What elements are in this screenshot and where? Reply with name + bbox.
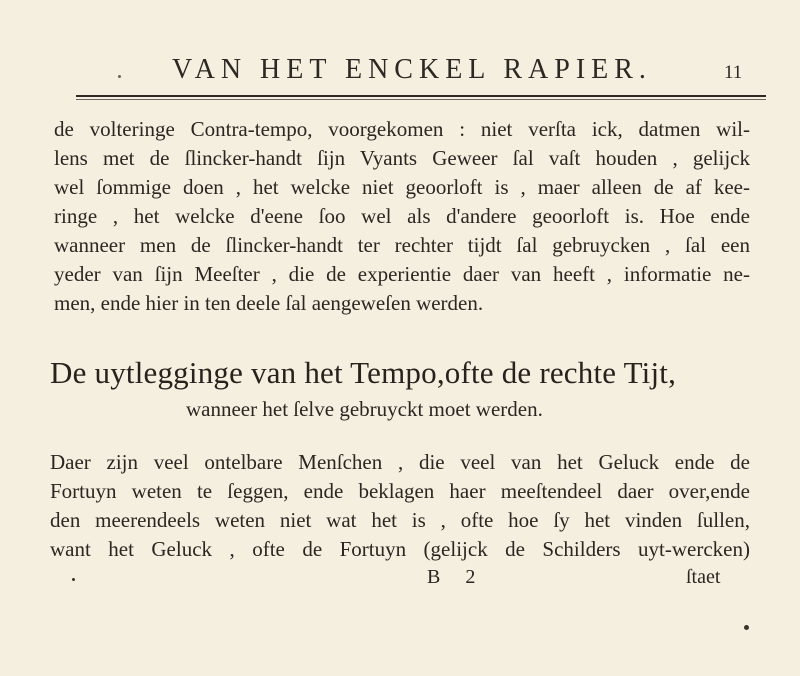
paragraph-1 [54,115,750,318]
text-line: lens met de ſlincker-handt ſijn Vyants Geweer ſal vaſt houden , gelijck [54,146,750,170]
signature-mark: B 2 [427,566,486,588]
text-line: men, ende hier in ten deele ſal aengeweſen werden. [54,291,484,315]
ink-speck [744,625,749,630]
ink-speck [118,75,121,78]
text-line: wel ſommige doen , het welcke niet geoorloft is , maer alleen de af kee- [54,175,750,199]
text-line: Daer zijn veel ontelbare Menſchen , die veel van het Geluck ende de [50,450,750,474]
header-rule [76,95,766,97]
text-line: Fortuyn weten te ſeggen, ende beklagen haer meeſtendeel daer over,ende [50,479,750,503]
page-number: 11 [724,62,743,83]
running-title: VAN HET ENCKEL RAPIER. [172,54,652,85]
catchword: ſtaet [686,566,721,588]
section-subheading: wanneer het ſelve gebruyckt moet werden. [186,397,543,421]
running-head [0,52,800,92]
section-heading: De uytlegginge van het Tempo,ofte de rechte Tijt, [50,355,677,390]
ink-speck [72,578,75,581]
header-rule-thin [76,99,766,100]
text-line: de volteringe Contra-tempo, voorgekomen : niet verſta ick, datmen wil- [54,117,750,141]
text-line: den meerendeels weten niet wat het is , ofte hoe ſy het vinden ſullen, [50,508,750,532]
text-line: wanneer men de ſlincker-handt ter rechter tijdt ſal gebruycken , ſal een [54,233,750,257]
text-line: ringe , het welcke d'eene ſoo wel als d'andere geoorloft is. Hoe ende [54,204,750,228]
paragraph-2 [50,448,750,564]
text-line: want het Geluck , ofte de Fortuyn (gelijck de Schilders uyt-wercken) [50,537,750,561]
text-line: yeder van ſijn Meeſter , die de experientie daer van heeft , informatie ne- [54,262,750,286]
